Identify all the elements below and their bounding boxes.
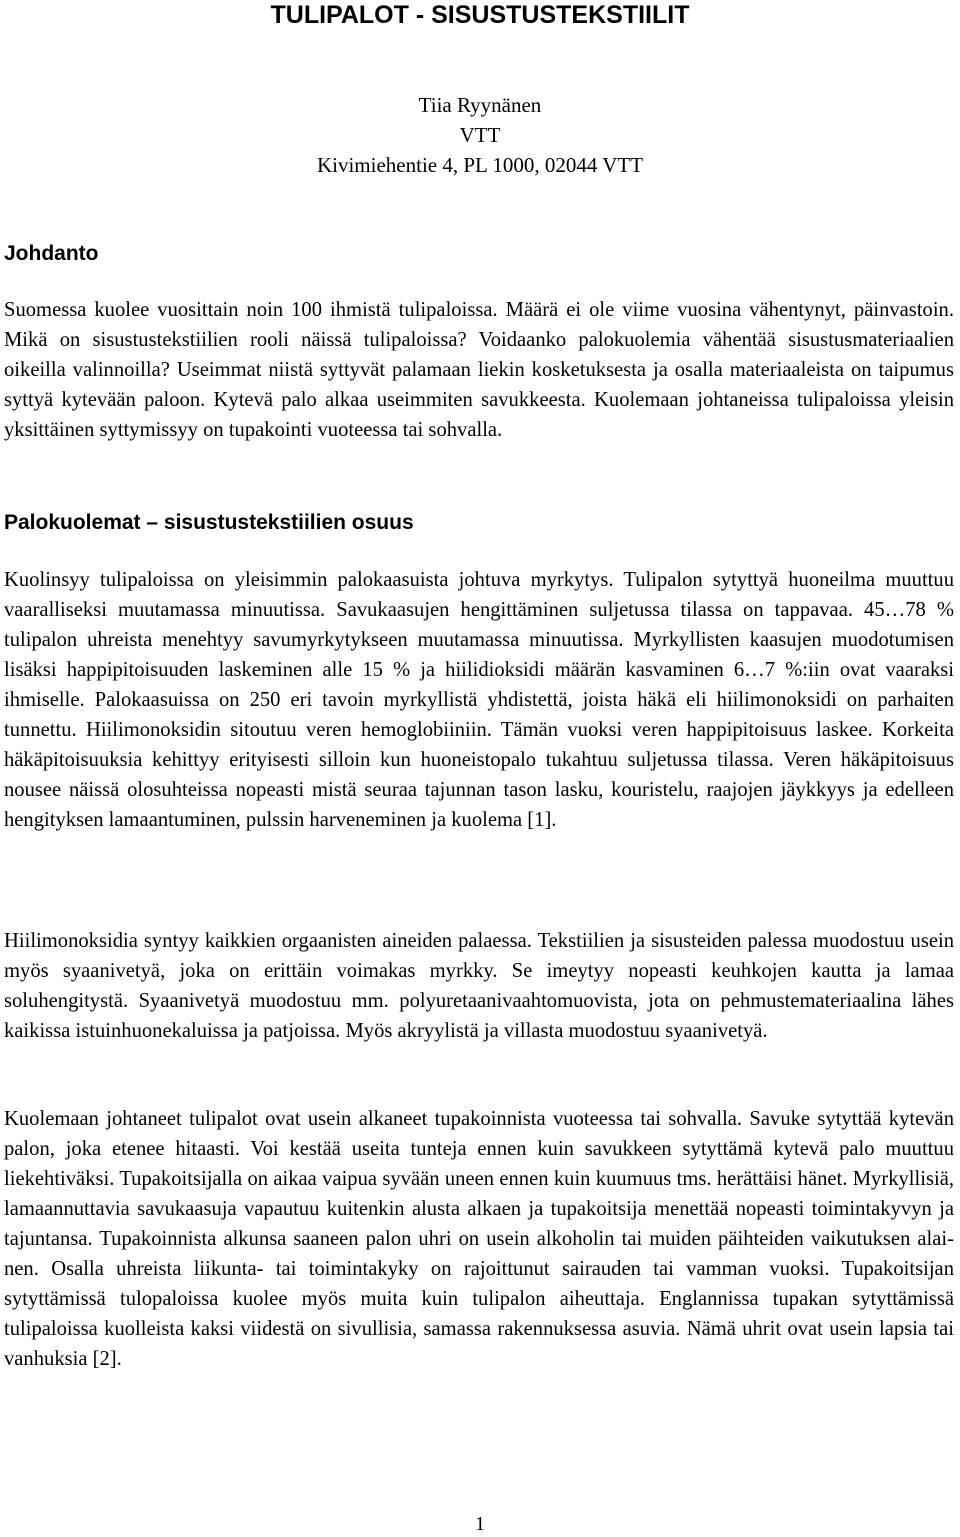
section-heading-johdanto: Johdanto [4,242,99,265]
author-block [0,90,960,180]
page-number: 1 [475,1513,485,1535]
author-organization: VTT [459,123,501,147]
section-heading-palokuolemat: Palokuolemat – sisustustekstiilien osuus [4,511,414,534]
document-title: TULIPALOT - SISUSTUSTEKSTIILIT [270,1,690,29]
paragraph-poisoning: Kuolinsyy tulipaloissa on yleisimmin palokaasuista johtuva myrkytys. Tulipalon sytyttyä huoneilma muuttuu vaaralliseksi muutamassa minuutissa. Savukaasujen hengittäminen suljetussa tilassa on tappavaa. 45…78 % tulipalon uhreista menehtyy savumyrkytykseen muutamassa minuutissa. Myrkyllisten kaasujen muodotumisen lisäksi happipitoisuuden laskeminen alle 15 % ja hiilidioksidi määrän kasvaminen 6…7 %:iin ovat vaaraksi ihmiselle. Palokaasuissa on 250 eri tavoin myrkyllistä yhdistettä, joista häkä eli hiilimonoksidi on parhaiten tunnettu. Hiilimonoksidin sitoutuu veren hemoglobiiniin. Tämän vuoksi veren happipitoisuus laskee. Korkeita häkäpitoisuuksia kehittyy erityisesti silloin kun huoneistopalo tukahtuu suljetussa tilassa. Veren häkäpitoisuus nousee näissä olosuhteissa nopeasti mistä seuraa tajunnan tason lasku, kouristelu, raajojen jäykkyys ja edelleen hengityksen lamaantuminen, pulssin harveneminen ja kuolema [1]. [4,569,954,831]
paragraph-intro: Suomessa kuolee vuosittain noin 100 ihmistä tulipaloissa. Määrä ei ole viime vuosina vähentynyt, päinvastoin. Mikä on sisustustekstiilien rooli näissä tulipaloissa? Voidaanko palokuolemia vähentää sisustusmateriaalien oikeilla valinnoilla? Useimmat niistä syttyvät palamaan liekin kosketuksesta ja osalla materiaaleista on taipumus syttyä kytevään paloon. Kytevä palo alkaa useimmiten savukkeesta. Kuolemaan johtaneissa tulipaloissa yleisin yksittäinen syttymissyy on tupakointi vuoteessa tai sohvalla. [4,299,954,441]
author-name: Tiia Ryynänen [418,93,542,117]
paragraph-hydrogen-cyanide: Hiilimonoksidia syntyy kaikkien orgaanisten aineiden palaessa. Tekstiilien ja sisusteiden palessa muodostuu usein myös syaanivetyä, joka on erittäin voimakas myrkky. Se imeytyy nopeasti keuhkojen kautta ja lamaa soluhengitystä. Syaanivetyä muodostuu mm. polyuretaanivaahtomuovista, jota on pehmustemateriaalina lähes kaikissa istuinhuonekaluissa ja patjoissa. Myös akryylistä ja villasta muodostuu syaanivetyä. [4,930,954,1042]
author-address: Kivimiehentie 4, PL 1000, 02044 VTT [316,153,644,177]
paragraph-smoking-fires: Kuolemaan johtaneet tulipalot ovat usein alkaneet tupakoinnista vuoteessa tai sohvalla. Savuke sytyttää kytevän palon, joka etenee hitaasti. Voi kestää useita tunteja ennen kuin savukkeen sytyttämä kytevä palo muuttuu liekehtiväksi. Tupakoitsijalla on aikaa vaipua syvään uneen ennen kuin kuumuus tms. herättäisi hänet. Myrkyllisiä, lamaannuttavia savukaasuja vapautuu kuitenkin alusta alkaen ja tupakoitsija menettää nopeasti toimintakyvyn ja tajuntansa. Tupakoinnista alkunsa saaneen palon uhri on usein alkoholin tai muiden päihteiden vaikutuksen alainen. Osalla uhreista liikunta- tai toimintakyky on rajoittunut sairauden tai vamman vuoksi. Tupakoitsijan sytyttämissä tulopaloissa kuolee myös muita kuin tulipalon aiheuttaja. Englannissa tupakan sytyttämissä tulipaloissa kuolleista kaksi viidestä on sivullisia, samassa rakennuksessa asuvia. Nämä uhrit ovat usein lapsia tai vanhuksia [2]. [4,1108,954,1370]
